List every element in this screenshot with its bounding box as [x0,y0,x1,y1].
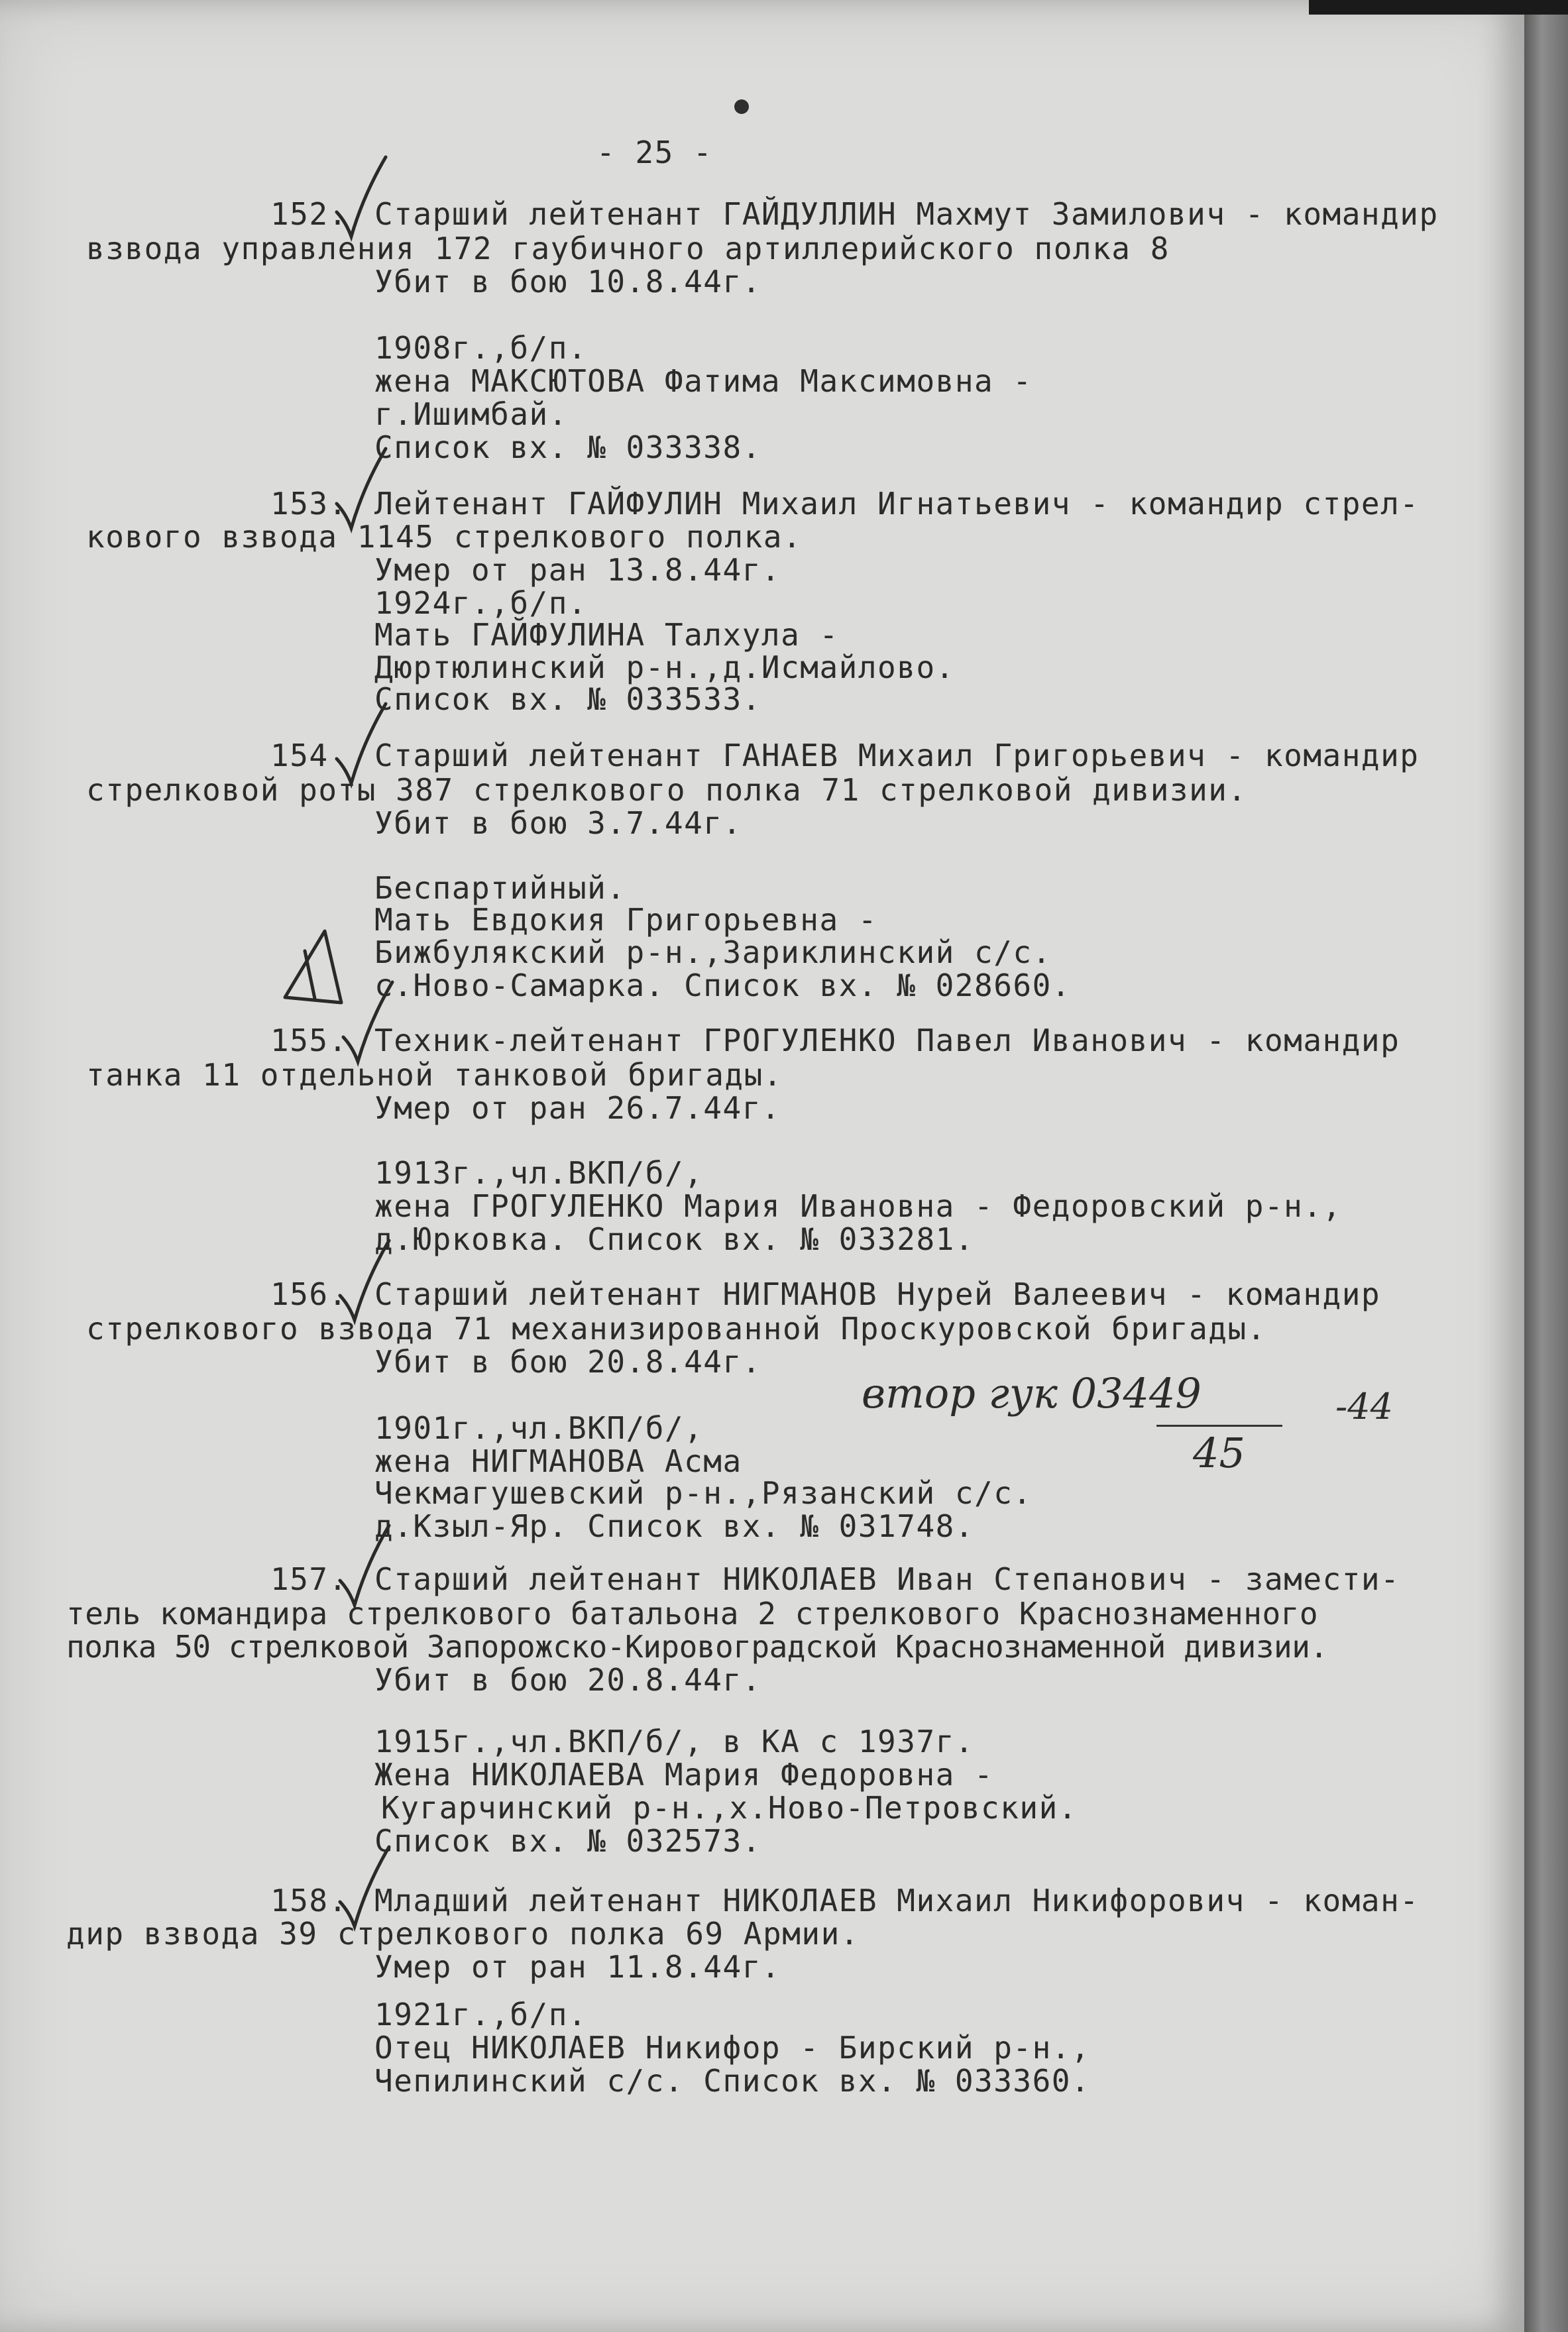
entry-line: Жена НИКОЛАЕВА Мария Федоровна - [374,1757,994,1793]
entry-line: с.Ново-Самарка. Список вх. № 028660. [374,968,1071,1003]
entry-number: 153. [270,486,348,522]
entry-line: д.Кзыл-Яр. Список вх. № 031748. [374,1508,975,1544]
entry-line: Убит в бою 10.8.44г. [374,264,761,300]
handwritten-note-suffix: -44 [1335,1386,1393,1427]
handwritten-fraction-bar [1156,1425,1282,1427]
entry-line: Чепилинский с/с. Список вх. № 033360. [374,2063,1091,2099]
entry-line: Техник-лейтенант ГРОГУЛЕНКО Павел Иванович - командир [374,1023,1400,1058]
entry-line: стрелковой роты 387 стрелкового полка 71 стрелковой дивизии. [86,772,1247,808]
scan-corner [1309,0,1568,15]
checkmark-icon [335,1846,394,1934]
entry-line: г.Ишимбай. [374,396,568,432]
entry-line: Мать Евдокия Григорьевна - [374,902,878,938]
entry-number: 157. [270,1561,348,1597]
entry-line: Дюртюлинский р-н.,д.Исмайлово. [374,649,955,685]
entry-line: Мать ГАЙФУЛИНА Талхула - [374,617,839,653]
checkmark-icon [331,156,391,245]
entry-line: Отец НИКОЛАЕВ Никифор - Бирский р-н., [374,2030,1091,2066]
entry-line: 1924г.,б/п. [374,585,588,621]
entry-line: дир взвода 39 стрелкового полка 69 Армии. [66,1916,860,1952]
page-number: - 25 - [596,135,713,170]
entry-number: 155. [270,1023,348,1058]
entry-line: Список вх. № 033338. [374,429,761,465]
entry-line: Беспартийный. [374,870,626,906]
entry-line: Чекмагушевский р-н.,Рязанский с/с. [374,1475,1033,1511]
entry-line: взвода управления 172 гаубичного артиллерийского полка 8 [86,231,1170,266]
entry-line: 1913г.,чл.ВКП/б/, [374,1155,704,1191]
entry-line: Список вх. № 033533. [374,681,761,717]
entry-line: Старший лейтенант НИГМАНОВ Нурей Валеевич - командир [374,1276,1381,1312]
entry-number: 154 [270,738,329,773]
entry-line: жена МАКСЮТОВА Фатима Максимовна - [374,363,1033,399]
entry-line: Старший лейтенант ГАНАЕВ Михаил Григорьевич - командир [374,738,1420,773]
entry-line: Умер от ран 13.8.44г. [374,552,781,588]
handwritten-note: втор гук 03449 [862,1369,1202,1417]
entry-line: Убит в бою 3.7.44г. [374,805,742,841]
entry-number: 156. [270,1276,348,1312]
entry-line: тель командира стрелкового батальона 2 стрелкового Краснознаменного [66,1596,1319,1632]
entry-number: 152. [270,196,348,232]
entry-line: кового взвода 1145 стрелкового полка. [86,519,803,555]
entry-number: 158. [270,1883,348,1918]
entry-line: 1915г.,чл.ВКП/б/, в КА с 1937г. [374,1724,975,1759]
entry-line: Бижбулякский р-н.,Зариклинский с/с. [374,934,1052,970]
entry-line: жена ГРОГУЛЕНКО Мария Ивановна - Федоровский р-н., [374,1188,1342,1224]
entry-line: танка 11 отдельной танковой бригады. [86,1057,783,1093]
ink-dot [734,99,749,114]
entry-line: Лейтенант ГАЙФУЛИН Михаил Игнатьевич - командир стрел- [374,486,1420,522]
entry-line: жена НИГМАНОВА Асма [374,1443,742,1479]
entry-line: Умер от ран 26.7.44г. [374,1090,781,1126]
entry-line: Список вх. № 032573. [374,1823,761,1859]
entry-line: Убит в бою 20.8.44г. [374,1344,761,1380]
entry-line: 1921г.,б/п. [374,1997,588,2032]
entry-line: Старший лейтенант ГАЙДУЛЛИН Махмут Замилович - командир [374,196,1439,232]
entry-line: Кугарчинский р-н.,х.Ново-Петровский. [381,1790,1078,1826]
entry-line: Младший лейтенант НИКОЛАЕВ Михаил Никифорович - коман- [374,1883,1420,1918]
checkmark-icon [335,1239,394,1328]
checkmark-icon [335,1524,394,1613]
checkmark-icon [331,702,391,791]
entry-line: стрелкового взвода 71 механизированной Проскуровской бригады. [86,1311,1266,1347]
checkmark-icon [331,447,391,536]
entry-line: д.Юрковка. Список вх. № 033281. [374,1221,975,1257]
entry-line: 1908г.,б/п. [374,330,588,366]
entry-line: Умер от ран 11.8.44г. [374,1949,781,1985]
entry-line: полка 50 стрелковой Запорожско-Кировоградской Краснознаменной дивизии. [66,1629,1328,1665]
entry-line: Убит в бою 20.8.44г. [374,1662,761,1698]
entry-line: Старший лейтенант НИКОЛАЕВ Иван Степанович - замести- [374,1561,1400,1597]
handwritten-note-denominator: 45 [1193,1429,1245,1477]
checkmark-icon [338,981,398,1070]
page-edge [1524,0,1568,2332]
entry-line: 1901г.,чл.ВКП/б/, [374,1410,704,1446]
